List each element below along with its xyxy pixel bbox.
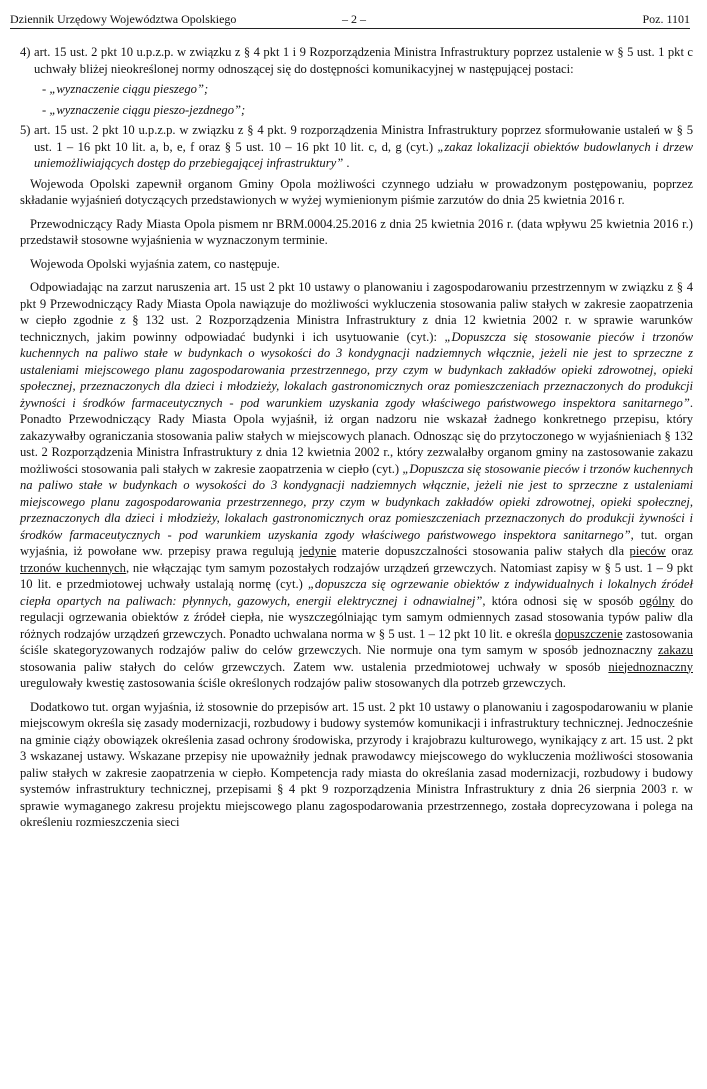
list-item-text: art. 15 ust. 2 pkt 10 u.p.z.p. w związku z § 4 pkt 1 i 9 Rozporządzenia Ministra Infrastruktury poprzez ustalenie w § 5 ust. 1 pkt c uchwały bliżej nieokreślonej normy odnoszącej się do dostępności komunikacyjnej w następującej postaci: [34, 45, 693, 76]
list-item-5: 5) art. 15 ust. 2 pkt 10 u.p.z.p. w związku z § 4 pkt. 9 rozporządzenia Ministra Infrastruktury poprzez sformułowanie ustaleń w § 5 ust. 1 – 16 pkt 10 lit. a, b, e, f oraz § 5 ust. 10 – 16 pkt 10 lit. c, d, g (cyt.) „zakaz lokalizacji obiektów budowlanych i drzew uniemożliwiających dostęp do przebiegającej infrastruktury” . [20, 123, 693, 170]
underlined-text: dopuszczenie [554, 626, 623, 641]
list-item-4 [20, 44, 693, 77]
journal-title: Dziennik Urzędowy Województwa Opolskiego [10, 12, 237, 26]
list-number: 5) [20, 123, 31, 137]
list-item-quote: „zakaz lokalizacji obiektów budowlanych i drzew uniemożliwiających dostęp do przebiegającej infrastruktury” [34, 139, 693, 170]
position-number: Poz. 1101 [642, 12, 690, 26]
list-item-text: art. 15 ust. 2 pkt 10 u.p.z.p. w związku z § 4 pkt. 9 rozporządzenia Ministra Infrastruktury poprzez sformułowanie ustaleń w § 5 ust. 1 – 16 pkt 10 lit. a, b, e, f oraz § 5 ust. 10 – 16 pkt 10 lit. c, d, g (cyt.) [34, 123, 693, 154]
page-header [10, 12, 690, 29]
paragraph-3: Wojewoda Opolski wyjaśnia zatem, co następuje. [30, 256, 280, 271]
quote: „dopuszcza się ogrzewanie obiektów z indywidualnych i lokalnych źródeł ciepła opartych na paliwach: płynnych, gazowych, energii elektrycznej i odnawialnej” [20, 577, 694, 608]
paragraph-2: Przewodniczący Rady Miasta Opola pismem nr BRM.0004.25.2016 z dnia 25 kwietnia 2016 r. (data wpływu 25 kwietnia 2016 r.) przedstawił stosowne wyjaśnienia w wyznaczonym terminie. [20, 216, 693, 247]
list-number: 4) [20, 45, 31, 59]
paragraph-5: Dodatkowo tut. organ wyjaśnia, iż stosownie do przepisów art. 15 ust. 2 pkt 10 ustawy o planowaniu i zagospodarowaniu w planie miejscowym określa się zasady modernizacji, rozbudowy i budowy systemów komunikacji i infrastruktury technicznej. Jednocześnie na gminie ciąży obowiązek określenia zasad ochrony środowiska, przyrody i krajobrazu kulturowego, wynikający z art. 15 ust. 2 pkt 3 wskazanej ustawy. Wskazane przepisy nie upoważniły jednak prawodawcy miejscowego do wykluczenia możliwości stosowania paliw stałych w zakresie zaopatrzenia w ciepło. Kompetencja rady miasta do określania zasad modernizacji, rozbudowy i budowy systemów infrastruktury technicznej, przepisami § 4 pkt 9 rozporządzenia Ministra Infrastruktury z dnia 26 sierpnia 2003 r. w sprawie wymaganego zakresu projektu miejscowego planu zagospodarowania przestrzennego, została doprecyzowana i polega na określeniu rozmieszczenia sieci [20, 699, 693, 829]
quote: „Dopuszcza się stosowanie pieców i trzonów kuchennych na paliwo stałe w budynkach o wysokości do 3 kondygnacji nadziemnych włącznie, jeżeli nie jest to sprzeczne z ustaleniami miejscowego planu zagospodarowania przestrzennego, przy czym w budynkach zakładów opieki zdrowotnej, opieki społecznej, przeznaczonych dla dzieci i młodzieży, lokalach gastronomicznych oraz pomieszczeniach przeznaczonych do produkcji żywności i środków farmaceutycznych - pod warunkiem uzyskania zgody właściwego państwowego inspektora sanitarnego” [20, 329, 693, 410]
dash-item-text: „wyznaczenie ciągu pieszo-jezdnego”; [49, 102, 246, 117]
quote: „Dopuszcza się stosowanie pieców i trzonów kuchennych na paliwo stałe w budynkach o wysokości do 3 kondygnacji nadziemnych włącznie, jeżeli nie jest to sprzeczne z ustaleniami miejscowego planu zagospodarowania przestrzennego, przy czym w budynkach zakładów opieki zdrowotnej, opieki społecznej, przeznaczonych dla dzieci i młodzieży, lokalach gastronomicznych oraz pomieszczeniach przeznaczonych do produkcji żywności i środków farmaceutycznych - pod warunkiem uzyskania zgody właściwego państwowego inspektora sanitarnego” [20, 461, 693, 542]
dash-item: - „wyznaczenie ciągu pieszego”; [42, 82, 209, 96]
underlined-text: zakazu [658, 643, 693, 657]
dash-item: - „wyznaczenie ciągu pieszo-jezdnego”; [42, 102, 246, 117]
paragraph-4: Odpowiadając na zarzut naruszenia art. 15 ust 2 pkt 10 ustawy o planowaniu i zagospodarowaniu przestrzennym w związku z § 4 pkt 9 Przewodniczący Rady Miasta Opola nawiązuje do możliwości wykluczenia stosowania paliw stałych w zakresie zaopatrzenia w ciepło zgodnie z § 132 ust. 2 Rozporządzenia Ministra Infrastruktury z dnia 12 kwietnia 2002 r. w sprawie warunków technicznych, jakim powinny odpowiadać budynki i ich usytuowanie (cyt.): „Dopuszcza się stosowanie pieców i trzonów kuchennych na paliwo stałe w budynkach o wysokości do 3 kondygnacji nadziemnych włącznie, jeżeli nie jest to sprzeczne z ustaleniami miejscowego planu zagospodarowania przestrzennego, przy czym w budynkach zakładów opieki zdrowotnej, opieki społecznej, przeznaczonych dla dzieci i młodzieży, lokalach gastronomicznych oraz pomieszczeniach przeznaczonych do produkcji żywności i środków farmaceutycznych - pod warunkiem uzyskania zgody właściwego państwowego inspektora sanitarnego”. Ponadto Przewodniczący Rady Miasta Opola wyjaśnił, iż organ nadzoru nie wskazał żadnego konkretnego przepisu, który zakazywałby ograniczania stosowania paliw stałych w miejscowych planach. Odnosząc się do przytoczonego w wyjaśnieniach § 132 ust. 2 Rozporządzenia Ministra Infrastruktury z dnia 12 kwietnia 2002 r., który zezwalałby organom gminy na zastosowanie zakazu możliwości stosowania pali stałych w zakresie zaopatrzenia w ciepło (cyt.) „Dopuszcza się stosowanie pieców i trzonów kuchennych na paliwo stałe w budynkach o wysokości do 3 kondygnacji nadziemnych włącznie, jeżeli nie jest to sprzeczne z ustaleniami miejscowego planu zagospodarowania przestrzennego, przy czym w budynkach zakładów opieki zdrowotnej, opieki społecznej, przeznaczonych dla dzieci i młodzieży, lokalach gastronomicznych oraz pomieszczeniach przeznaczonych do produkcji żywności i środków farmaceutycznych - pod warunkiem uzyskania zgody właściwego państwowego inspektora sanitarnego”, tut. organ wyjaśnia, iż powołane ww. przepisy prawa regulują jedynie materie dopuszczalności stosowania paliw stałych dla pieców oraz trzonów kuchennych, nie włączając tym samym pozostałych rodzajów urządzeń grzewczych. Natomiast zapisy w § 5 ust. 1 – 9 pkt 10 lit. e przedmiotowej uchwały ustalają normę (cyt.) „dopuszcza się ogrzewanie obiektów z indywidualnych i lokalnych źródeł ciepła opartych na paliwach: płynnych, gazowych, energii elektrycznej i odnawialnej”, która odnosi się w sposób ogólny do regulacji ogrzewania obiektów z źródeł ciepła, nie wyszczególniając tym samym odmiennych zasad stosowania typów paliw dla różnych rodzajów urządzeń grzewczych. Ponadto uchwalana norma w § 5 ust. 1 – 12 pkt 10 lit. e określa dopuszczenie zastosowania ściśle skategoryzowanych rodzajów paliw do celów grzewczych. Nie normuje ona tym samym w sposób jednoznaczny zakazu stosowania paliw stałych do celów grzewczych. Zatem ww. ustalenia przedmiotowej uchwały w sposób niejednoznaczny uregulowały kwestię zastosowania ściśle określonych rodzajów paliw stosowanych dla potrzeb grzewczych. [20, 280, 694, 690]
page-number: – 2 – [342, 12, 366, 26]
underlined-text: niejednoznaczny [608, 659, 693, 674]
underlined-text: ogólny [639, 593, 675, 608]
underlined-text: pieców [629, 544, 666, 558]
document-body [20, 44, 693, 838]
dash-item-text: „wyznaczenie ciągu pieszego”; [49, 82, 209, 96]
paragraph-1: Wojewoda Opolski zapewnił organom Gminy Opola możliwości czynnego udziału w prowadzonym postępowaniu, poprzez składanie wyjaśnień dotyczących przedstawionych w wyżej wymienionym piśmie zarzutów do dnia 25 kwietnia 2016 r. [20, 176, 693, 207]
underlined-text: trzonów kuchennych [20, 560, 126, 575]
underlined-text: jedynie [299, 544, 337, 558]
